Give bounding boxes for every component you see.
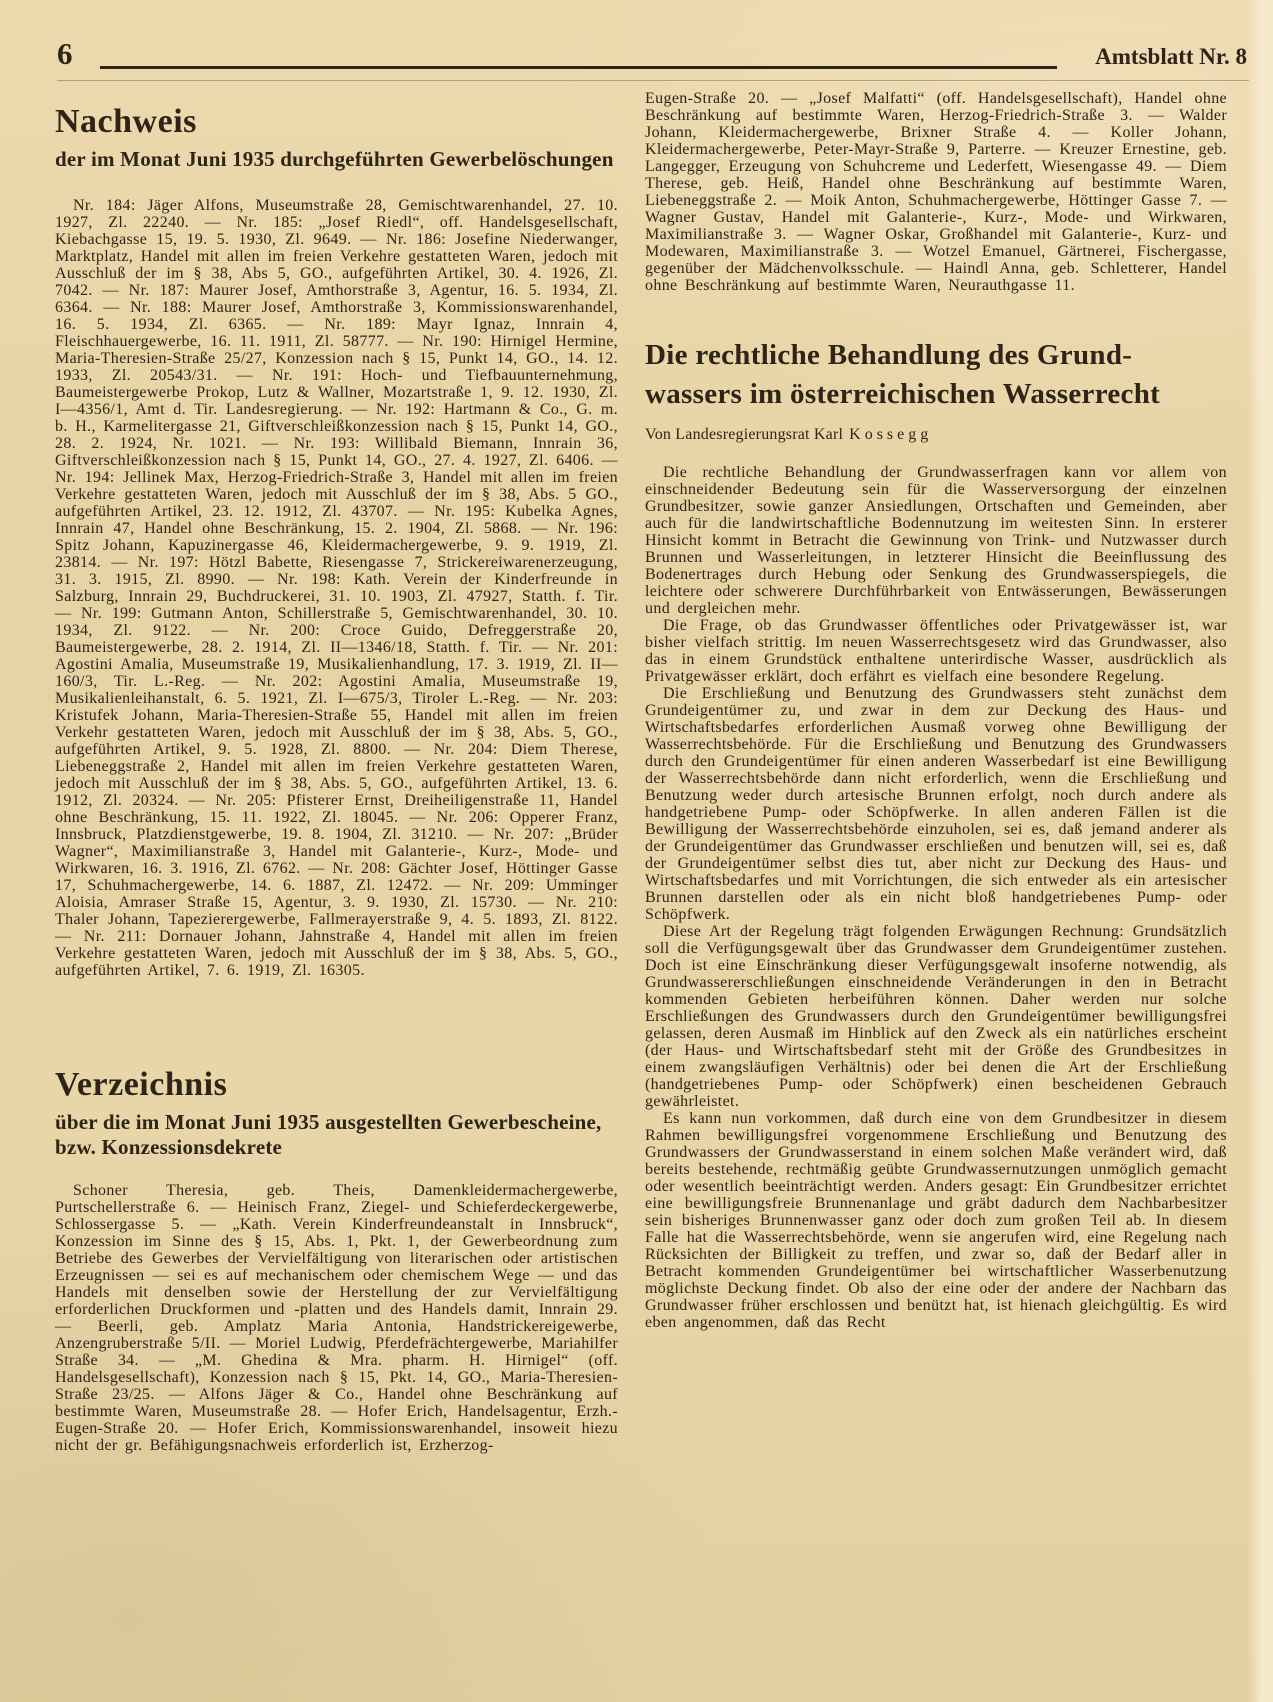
section-nachweis <box>55 104 618 979</box>
verzeichnis-body: Schoner Theresia, geb. Theis, Damenkleidermachergewerbe, Purtschellerstraße 6. — Heinisch Franz, Ziegel- und Schieferdeckergewerbe, Schlossergasse 5. — „Kath. Verein Kinderfreundeanstalt in Innsbruck“, Konzession im Sinne des § 15, Abs. 1, Pkt. 1, der Gewerbeordnung zum Betriebe des Gewerbes der Vervielfältigung von literarischen oder artistischen Erzeugnissen — sei es auf mechanischem oder chemischem Wege — und das Handels mit denselben sowie der Herstellung der zur Vervielfältigung erforderlichen Druckformen und -platten und des Handels damit, Innrain 29. — Beerli, geb. Amplatz Maria Antonia, Handstrickereigewerbe, Anzengruberstraße 5/II. — Moriel Ludwig, Pferdefrächtergewerbe, Mariahilfer Straße 34. — „M. Ghedina & Mra. pharm. H. Hirnigel“ (off. Handelsgesellschaft), Konzession nach § 15, Pkt. 14, GO., Maria-Theresien-Straße 23/25. — Alfons Jäger & Co., Handel ohne Beschränkung auf bestimmte Waren, Museumstraße 28. — Hofer Erich, Handelsagentur, Erzh.-Eugen-Straße 20. — Hofer Erich, Kommissionswarenhandel, insoweit hiezu nicht der gr. Befähigungsnachweis erforderlich ist, Erzherzog- <box>55 1181 618 1454</box>
byline-author-name: Kossegg <box>849 426 933 443</box>
page-edge-highlight <box>1247 0 1273 1702</box>
article-title-line2: wassers im österreichischen Wasserrecht <box>645 378 1161 410</box>
verzeichnis-title: Verzeichnis <box>55 1065 228 1103</box>
article-body <box>645 464 1227 1331</box>
article-title <box>645 336 1227 414</box>
nachweis-subtitle: der im Monat Juni 1935 durchgeführten Gewerbelöschungen <box>55 146 614 171</box>
article-paragraph: Diese Art der Regelung trägt folgenden Erwägungen Rechnung: Grundsätzlich soll die Verfügungsgewalt über das Grundwasser dem Grundeigentümer zustehen. Doch ist eine Einschränkung dieser Verfügungsgewalt insoferne notwendig, als Grundwassererschließungen einschneidende Veränderungen in den in Betracht kommenden Gebieten herbeiführen können. Daher werden nur solche Erschließungen des Grundwassers durch den Grundeigentümer bewilligungsfrei gelassen, deren Ausmaß im Hinblick auf den Zweck als ein natürliches erscheint (der Haus- und Wirtschaftsbedarf steht mit der Größe des Grundbesitzes in einem zwangsläufigen Verhältnis) oder bei denen die Art der Erschließung (handgetriebenes Pump- oder Schöpfwerk) einen bescheidenen Gebrauch gewährleistet. <box>645 923 1227 1110</box>
article-paragraph: Die rechtliche Behandlung der Grundwasserfragen kann vor allem von einschneidender Bedeutung sein für die Wasserversorgung der einzelnen Grundbesitzer, sowie ganzer Ansiedlungen, Ortschaften und Gemeinden, aber auch für die landwirtschaftliche Bodennutzung im weitesten Sinn. In ersterer Hinsicht kommt in Betracht die Gewinnung von Trink- und Nutzwasser durch Brunnen und Wasserleitungen, in letzterer Hinsicht die Beeinflussung des Bodenertrages durch Hebung oder Senkung des Grundwasserspiegels, die leichtere oder schwerere Durchführbarkeit von Entwässerungen, Bewässerungen und dergleichen mehr. <box>645 464 1227 617</box>
nachweis-body: Nr. 184: Jäger Alfons, Museumstraße 28, Gemischtwarenhandel, 27. 10. 1927, Zl. 22240. — Nr. 185: „Josef Riedl“, off. Handelsgesellschaft, Kiebachgasse 15, 19. 5. 1930, Zl. 9649. — Nr. 186: Josefine Niederwanger, Marktplatz, Handel mit allen im freien Verkehre gestatteten Waren, jedoch mit Ausschluß der im § 38, Abs 5, GO., aufgeführten Artikel, 30. 4. 1926, Zl. 7042. — Nr. 187: Maurer Josef, Amthorstraße 3, Agentur, 16. 5. 1934, Zl. 6364. — Nr. 188: Maurer Josef, Amthorstraße 3, Kommissionswarenhandel, 16. 5. 1934, Zl. 6365. — Nr. 189: Mayr Ignaz, Innrain 4, Fleischhauergewerbe, 16. 11. 1911, Zl. 58777. — Nr. 190: Hirnigel Hermine, Maria-Theresien-Straße 25/27, Konzession nach § 15, Punkt 14, GO., 14. 12. 1933, Zl. 20543/31. — Nr. 191: Hoch- und Tiefbauunternehmung, Baumeistergewerbe Prokop, Lutz & Wallner, Mozartstraße 1, 9. 12. 1930, Zl. I—4356/1, Amt d. Tir. Landesregierung. — Nr. 192: Hartmann & Co., G. m. b. H., Karmelitergasse 21, Giftverschleißkonzession nach § 15, Punkt 14, GO., 28. 2. 1924, Nr. 1021. — Nr. 193: Willibald Biemann, Innrain 36, Giftverschleißkonzession nach § 15, Punkt 14, GO., 27. 4. 1927, Zl. 6406. — Nr. 194: Jellinek Max, Herzog-Friedrich-Straße 3, Handel mit allen im freien Verkehre gestatteten Waren, jedoch mit Ausschluß der im § 38, Abs. 5 GO., aufgeführten Artikel, 23. 12. 1912, Zl. 43707. — Nr. 195: Kubelka Agnes, Innrain 47, Handel ohne Beschränkung, 15. 2. 1904, Zl. 5868. — Nr. 196: Spitz Johann, Kapuzinergasse 46, Kleidermachergewerbe, 9. 9. 1919, Zl. 23814. — Nr. 197: Hötzl Babette, Riesengasse 7, Strickereiwarenerzeugung, 31. 3. 1915, Zl. 8990. — Nr. 198: Kath. Verein der Kinderfreunde in Salzburg, Innrain 29, Buchdruckerei, 31. 10. 1903, Zl. 47927, Statth. f. Tir. — Nr. 199: Gutmann Anton, Schillerstraße 5, Gemischtwarenhandel, 30. 10. 1934, Zl. 9122. — Nr. 200: Croce Guido, Defreggerstraße 20, Baumeistergewerbe, 28. 2. 1914, Zl. II—1346/18, Statth. f. Tir. — Nr. 201: Agostini Amalia, Museumstraße 19, Musikalienhandlung, 17. 3. 1919, Zl. II—160/3, Tir. L.-Reg. — Nr. 202: Agostini Amalia, Museumstraße 19, Musikalienleihanstalt, 6. 5. 1921, Zl. I—675/3, Tiroler L.-Reg. — Nr. 203: Kristufek Johann, Maria-Theresien-Straße 55, Handel mit allen im freien Verkehr gestatteten Waren, jedoch mit Ausschluß der im § 38, Abs. 5, GO., aufgeführten Artikel, 9. 5. 1928, Zl. 8800. — Nr. 204: Diem Therese, Liebeneggstraße 2, Handel mit allen im freien Verkehre gestatteten Waren, jedoch mit Ausschluß der im § 38, Abs. 5, GO., aufgeführten Artikel, 13. 6. 1912, Zl. 20324. — Nr. 205: Pfisterer Ernst, Dreiheiligenstraße 11, Handel ohne Beschränkung, 15. 11. 1922, Zl. 18045. — Nr. 206: Opperer Franz, Innsbruck, Platzdienstgewerbe, 19. 8. 1904, Zl. 31210. — Nr. 207: „Brüder Wagner“, Maximilianstraße 3, Handel mit Galanterie-, Kurz-, Mode- und Wirkwaren, 16. 3. 1916, Zl. 6762. — Nr. 208: Gächter Josef, Höttinger Gasse 17, Schuhmachergewerbe, 14. 6. 1887, Zl. 12472. — Nr. 209: Umminger Aloisia, Amraser Straße 15, Agentur, 3. 9. 1930, Zl. 15730. — Nr. 210: Thaler Johann, Tapezierergewerbe, Fallmerayerstraße 9, 4. 5. 1893, Zl. 8122. — Nr. 211: Dornauer Johann, Jahnstraße 4, Handel mit allen im freien Verkehre gestatteten Waren, jedoch mit Ausschluß der im § 38, Abs. 5, GO., aufgeführten Artikel, 7. 6. 1919, Zl. 16305. <box>55 196 618 979</box>
article-paragraph: Die Erschließung und Benutzung des Grundwassers steht zunächst dem Grundeigentümer zu, und zwar in dem zur Deckung des Haus- und Wirtschaftsbedarfes erforderlichen Ausmaß vorweg ohne Bewilligung der Wasserrechtsbehörde. Für die Erschließung und Benutzung des Grundwassers durch den Grundeigentümer für einen anderen Wasserbedarf ist eine Bewilligung der Wasserrechtsbehörde dann nicht erforderlich, wenn die Erschließung und Benutzung weder durch artesische Brunnen erfolgt, noch durch andere als handgetriebene Pump- oder Schöpfwerke. In allen anderen Fällen ist die Bewilligung der Wasserrechtsbehörde einzuholen, sei es, daß jemand anderer als der Grundeigentümer das Grundwasser erschließen und benutzen will, sei es, daß der Grundeigentümer selbst dies tut, aber nicht zur Deckung des Haus- und Wirtschaftsbedarfes und mit Vorrichtungen, die sich entweder als ein artesischer Brunnen darstellen oder als ein nicht bloß handgetriebenes Pump- oder Schöpfwerk. <box>645 685 1227 923</box>
article-paragraph: Es kann nun vorkommen, daß durch eine von dem Grundbesitzer in diesem Rahmen bewilligungsfrei vorgenommene Erschließung und Benutzung des Grundwassers der Grundwasserstand in einem solchen Maße verändert wird, daß bereits bestehende, rechtmäßig geübte Grundwassernutzungen unmöglich gemacht oder wesentlich beeinträchtigt werden. Anders gesagt: Ein Grundbesitzer errichtet eine bewilligungsfreie Brunnenanlage und gräbt dadurch dem Nachbarbesitzer sein bisheriges Brunnenwasser ganz oder doch zum großen Teil ab. In diesem Falle hat die Wasserrechtsbehörde, wenn sie angerufen wird, eine Regelung nach Rücksichten der Billigkeit zu treffen, und zwar so, daß der Bedarf aller in Betracht kommenden Grundeigentümer bei wirtschaftlicher Wasserbenutzung möglichste Deckung findet. Ob also der eine oder der andere der Nachbarn das Grundwasser früher erschlossen und benützt hat, ist hienach gleichgültig. Es wird eben angenommen, daß das Recht <box>645 1110 1227 1331</box>
header-thin-rule <box>57 80 1249 81</box>
byline-prefix: Von Landesregierungsrat Karl <box>645 426 844 443</box>
article-paragraph: Die Frage, ob das Grundwasser öffentliches oder Privatgewässer ist, war bisher vielfach strittig. Im neuen Wasserrechtsgesetz wird das Grundwasser, also das in einem Grundstück enthaltene unterirdische Wasser, ausdrücklich als Privatgewässer erklärt, doch erfährt es vielfach eine besondere Regelung. <box>645 617 1227 685</box>
page-number: 6 <box>57 36 74 71</box>
section-verzeichnis <box>55 1067 618 1454</box>
article-grundwasser <box>645 336 1227 1331</box>
nachweis-title: Nachweis <box>55 103 197 140</box>
header-rule <box>100 66 1057 69</box>
masthead-title: Amtsblatt Nr. 8 <box>1095 44 1247 69</box>
left-column <box>55 104 618 1454</box>
continuation-paragraph: Eugen-Straße 20. — „Josef Malfatti“ (off. Handelsgesellschaft), Handel ohne Beschränkung auf bestimmte Waren, Herzog-Friedrich-Straße 3. — Walder Johann, Kleidermachergewerbe, Brixner Straße 4. — Koller Johann, Kleidermachergewerbe, Peter-Mayr-Straße 9, Parterre. — Kreuzer Ernestine, geb. Langegger, Erzeugung von Schuhcreme und Lederfett, Wiesengasse 49. — Diem Therese, geb. Heiß, Handel ohne Beschränkung auf bestimmte Waren, Liebeneggstraße 2. — Moik Anton, Schuhmachergewerbe, Höttinger Gasse 7. — Wagner Gustav, Handel mit Galanterie-, Kurz-, Mode- und Wirkwaren, Maximilianstraße 3. — Wagner Oskar, Großhandel mit Galanterie-, Kurz- und Modewaren, Maximilianstraße 3. — Wotzel Emanuel, Gärtnerei, Fischergasse, gegenüber der Mädchenvolksschule. — Haindl Anna, geb. Schletterer, Handel ohne Beschränkung auf bestimmte Waren, Neurauthgasse 11. <box>645 90 1227 294</box>
verzeichnis-subtitle: über die im Monat Juni 1935 ausgestellten Gewerbescheine, bzw. Konzessionsdekrete <box>55 1109 602 1159</box>
article-title-line1: Die rechtliche Behandlung des Grund- <box>645 339 1133 371</box>
article-byline <box>645 426 1227 444</box>
right-column <box>645 90 1227 1331</box>
